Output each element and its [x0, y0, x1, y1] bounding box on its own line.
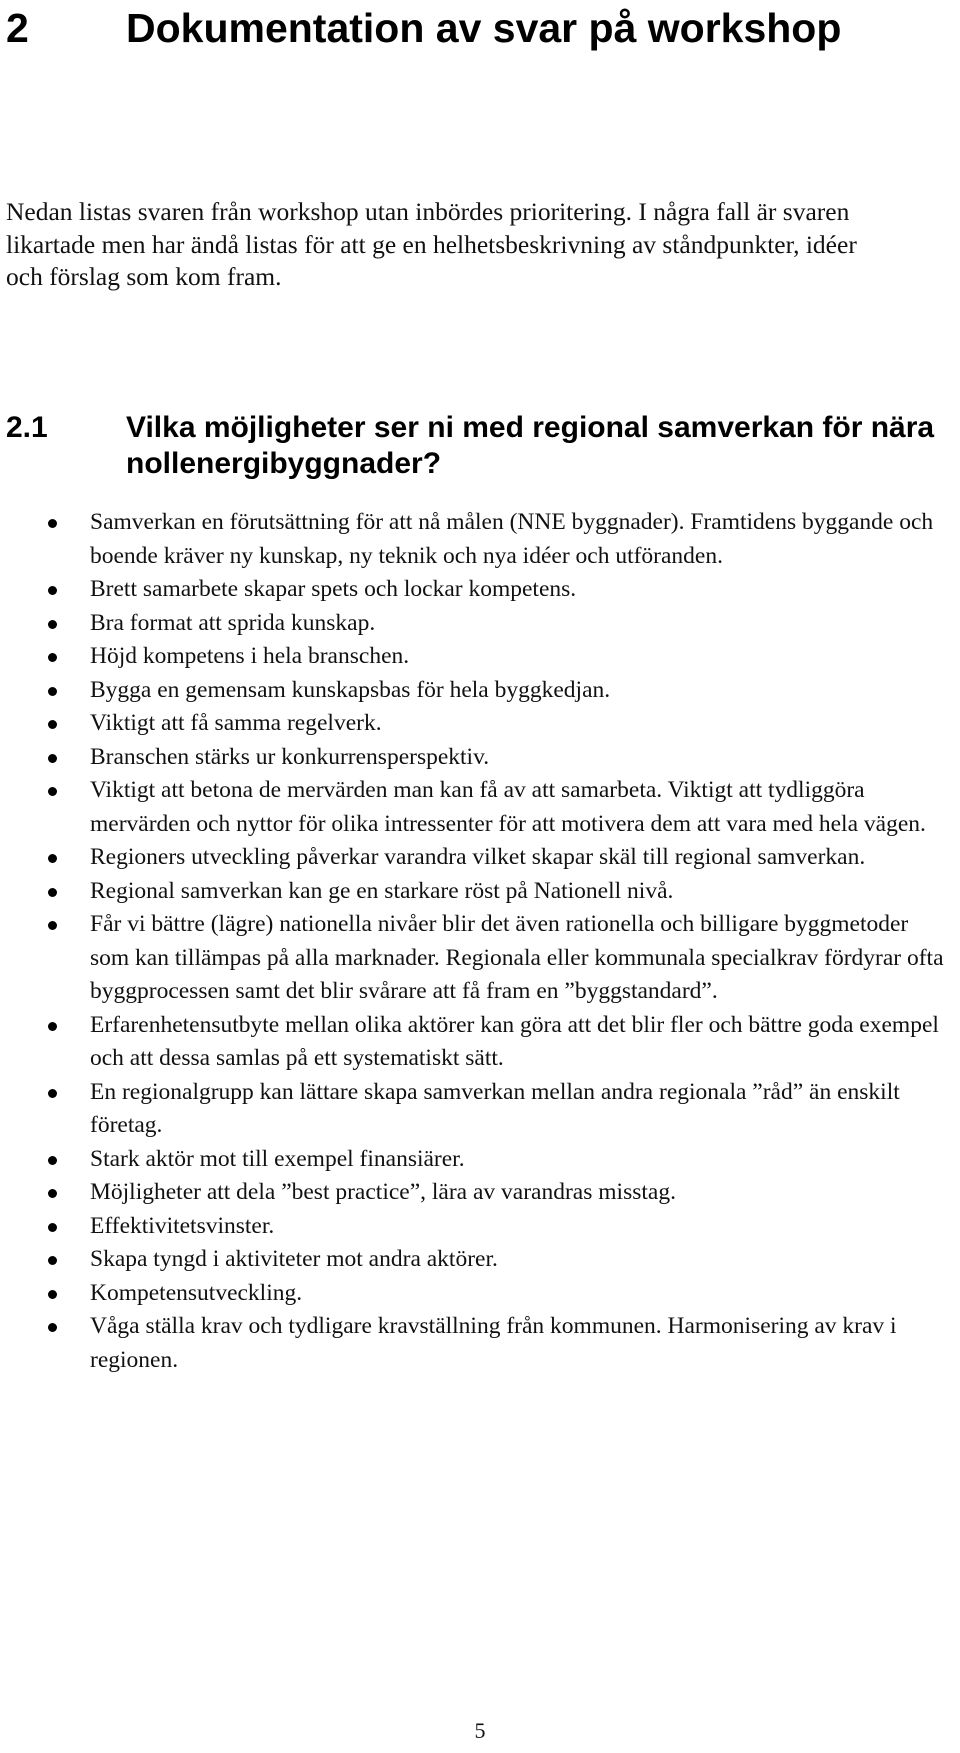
bullet-icon — [48, 620, 57, 629]
list-item-text: Höjd kompetens i hela branschen. — [90, 643, 410, 669]
list-item — [0, 908, 960, 1009]
list-item-text: Bygga en gemensam kunskapsbas för hela byggkedjan. — [90, 676, 611, 703]
list-item — [0, 1310, 960, 1377]
chapter-title: Dokumentation av svar på workshop — [126, 5, 842, 51]
bullet-icon — [48, 1156, 57, 1165]
bullet-icon — [48, 1323, 57, 1332]
bullet-icon — [48, 586, 57, 595]
answer-list — [0, 506, 960, 1377]
bullet-icon — [48, 687, 57, 696]
list-item — [0, 1009, 960, 1076]
list-item-text: Branschen stärks ur konkurrensperspektiv. — [90, 743, 490, 770]
bullet-icon — [48, 1089, 57, 1098]
intro-paragraph: Nedan listas svaren från workshop utan inbördes prioritering. I några fall är svaren likartade men har ändå listas för att ge en helhetsbeskrivning av ståndpunkter, idéer och förslag som kom fram. — [6, 197, 857, 291]
list-item-text: Regioners utveckling påverkar varandra vilket skapar skäl till regional samverkan. — [90, 844, 866, 870]
list-item — [0, 741, 960, 775]
bullet-icon — [48, 754, 57, 763]
list-item-text: Regional samverkan kan ge en starkare röst på Nationell nivå. — [90, 877, 674, 904]
list-item — [0, 640, 960, 674]
list-item — [0, 1076, 960, 1143]
list-item — [0, 1243, 960, 1277]
list-item — [0, 774, 960, 841]
list-item-text: En regionalgrupp kan lättare skapa samverkan mellan andra regionala ”råd” än enskilt företag. — [90, 1078, 900, 1138]
list-item — [0, 607, 960, 641]
bullet-icon — [48, 1256, 57, 1265]
list-item-text: Stark aktör mot till exempel finansiärer. — [90, 1145, 465, 1172]
list-item — [0, 841, 960, 875]
bullet-icon — [48, 653, 57, 662]
bullet-icon — [48, 854, 57, 863]
list-item — [0, 1210, 960, 1244]
chapter-heading — [6, 0, 946, 56]
bullet-icon — [48, 888, 57, 897]
bullet-icon — [48, 787, 57, 796]
list-item — [0, 875, 960, 909]
list-item — [0, 1277, 960, 1311]
list-item — [0, 707, 960, 741]
bullet-icon — [48, 1189, 57, 1198]
list-item-text: Erfarenhetensutbyte mellan olika aktörer kan göra att det blir fler och bättre goda exempel och att dessa samlas på ett systematiskt sätt. — [90, 1011, 939, 1071]
list-item-text: Våga ställa krav och tydligare kravställning från kommunen. Harmonisering av krav i regionen. — [90, 1313, 897, 1373]
section-number: 2.1 — [6, 411, 48, 444]
list-item-text: Samverkan en förutsättning för att nå målen (NNE byggnader). Framtidens byggande och boende kräver ny kunskap, ny teknik och nya idéer och utföranden. — [90, 509, 934, 569]
list-item-text: Viktigt att betona de mervärden man kan få av att samarbeta. Viktigt att tydliggöra mervärden och nyttor för olika intressenter för att motivera dem att vara med hela vägen. — [90, 777, 926, 837]
list-item — [0, 1143, 960, 1177]
bullet-icon — [48, 921, 57, 930]
bullet-icon — [48, 720, 57, 729]
bullet-icon — [48, 1290, 57, 1299]
list-item — [0, 674, 960, 708]
list-item — [0, 1176, 960, 1210]
chapter-number: 2 — [6, 5, 29, 51]
list-item-text: Kompetensutveckling. — [90, 1279, 303, 1306]
list-item-text: Möjligheter att dela ”best practice”, lära av varandras misstag. — [90, 1179, 676, 1205]
list-item — [0, 573, 960, 607]
list-item-text: Effektivitetsvinster. — [90, 1212, 275, 1239]
list-item — [0, 506, 960, 573]
list-item-text: Brett samarbete skapar spets och lockar kompetens. — [90, 576, 577, 602]
bullet-icon — [48, 519, 57, 528]
section-title: Vilka möjligheter ser ni med regional samverkan för nära nollenergibyggnader? — [126, 411, 935, 480]
bullet-icon — [48, 1022, 57, 1031]
list-item-text: Bra format att sprida kunskap. — [90, 609, 376, 636]
list-item-text: Får vi bättre (lägre) nationella nivåer blir det även rationella och billigare byggmetoder som kan tillämpas på alla marknader. Regionala eller kommunala specialkrav fördyrar ofta byggprocessen samt det blir svårare att få fram en ”byggstandard”. — [90, 911, 944, 1004]
list-item-text: Viktigt att få samma regelverk. — [90, 710, 382, 736]
section-heading — [6, 410, 946, 482]
bullet-icon — [48, 1223, 57, 1232]
list-item-text: Skapa tyngd i aktiviteter mot andra aktörer. — [90, 1246, 498, 1272]
page-number: 5 — [474, 1718, 486, 1743]
